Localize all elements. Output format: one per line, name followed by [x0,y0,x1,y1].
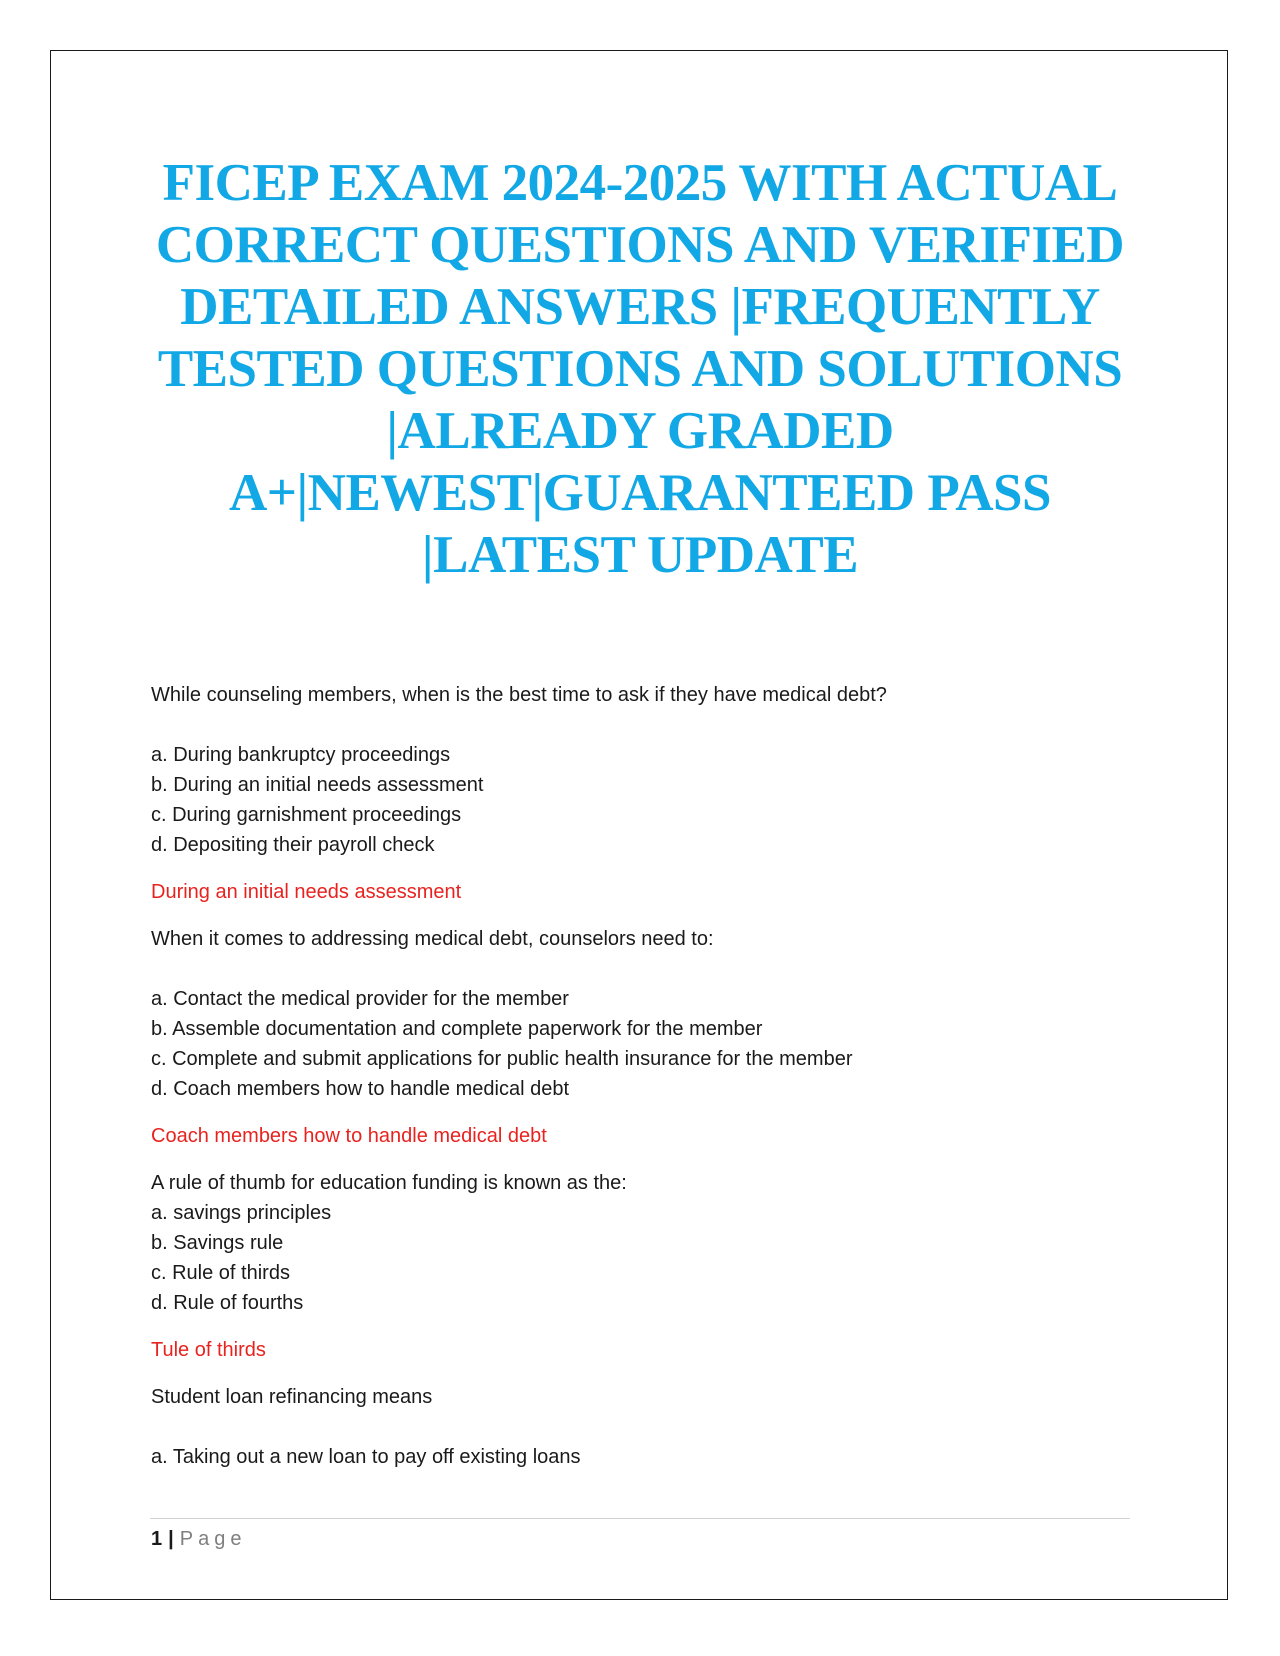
title-line: FICEP EXAM 2024-2025 WITH ACTUAL [162,154,1118,212]
answer-option: a. Taking out a new loan to pay off existing loans [151,1446,581,1468]
correct-answer: Coach members how to handle medical debt [151,1125,547,1147]
document-title [110,152,1170,586]
answer-option: c. Rule of thirds [151,1262,290,1284]
answer-option: c. During garnishment proceedings [151,804,462,826]
answer-option: d. Rule of fourths [151,1292,304,1314]
page-footer [151,1524,246,1554]
question-block [151,924,1151,1151]
answer-option: b. During an initial needs assessment [151,774,484,796]
title-line: |ALREADY GRADED [386,402,894,460]
question-text: A rule of thumb for education funding is known as the: [151,1172,627,1194]
footer-divider [150,1518,1130,1519]
question-text: Student loan refinancing means [151,1386,433,1408]
page-label: Page [179,1528,247,1550]
correct-answer: Tule of thirds [151,1339,266,1361]
question-text: While counseling members, when is the best time to ask if they have medical debt? [151,684,887,706]
answer-option: d. Coach members how to handle medical debt [151,1078,570,1100]
answer-option: b. Savings rule [151,1232,284,1254]
page-number: 1 [151,1528,163,1550]
answer-option: c. Complete and submit applications for public health insurance for the member [151,1048,853,1070]
title-line: TESTED QUESTIONS AND SOLUTIONS [157,340,1123,398]
title-line: DETAILED ANSWERS |FREQUENTLY [180,278,1100,336]
answer-option: d. Depositing their payroll check [151,834,435,856]
question-list [151,680,1151,1472]
answer-option: a. During bankruptcy proceedings [151,744,451,766]
answer-option: a. savings principles [151,1202,332,1224]
correct-answer: During an initial needs assessment [151,881,462,903]
title-line: A+|NEWEST|GUARANTEED PASS [229,464,1051,522]
footer-separator: | [168,1528,174,1550]
answer-option: b. Assemble documentation and complete paperwork for the member [151,1018,763,1040]
question-text: When it comes to addressing medical debt, counselors need to: [151,928,714,950]
answer-option: a. Contact the medical provider for the member [151,988,569,1010]
title-line: |LATEST UPDATE [421,526,859,584]
question-block [151,1168,1151,1365]
title-line: CORRECT QUESTIONS AND VERIFIED [155,216,1125,274]
question-block [151,680,1151,907]
question-block [151,1382,1151,1472]
